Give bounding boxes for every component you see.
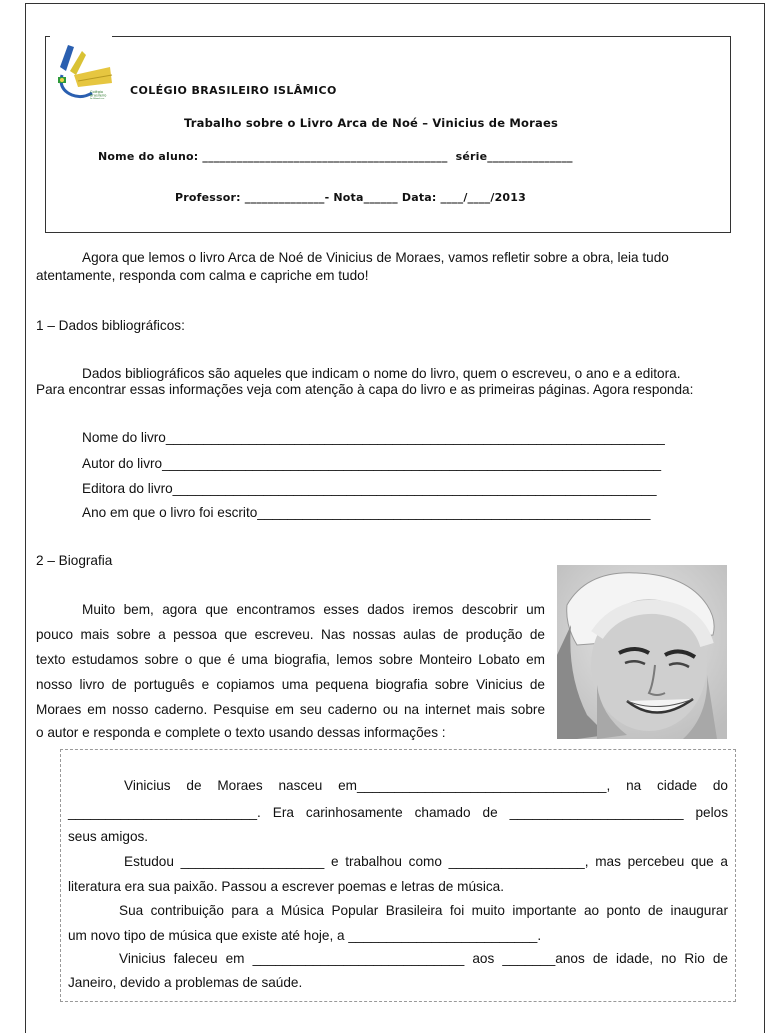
author-portrait-photo — [557, 565, 727, 739]
student-name-line: Nome do aluno: ___________________________________________ série_______________ — [98, 150, 573, 163]
intro-line-1: Agora que lemos o livro Arca de Noé de Vinicius de Moraes, vamos refletir sobre a obra, leia tudo — [82, 250, 669, 265]
bio-paragraph-line-6: o autor e responda e complete o texto usando dessas informações : — [36, 725, 446, 740]
fill-line-1: Vinicius de Moraes nasceu em_________________________________, na cidade do — [124, 778, 728, 793]
logo-text-2: Brasileiro — [90, 93, 107, 98]
intro-line-2: atentamente, responda com calma e capriche em tudo! — [36, 268, 369, 283]
fill-line-3: seus amigos. — [68, 829, 149, 844]
fill-line-7: um novo tipo de música que existe até hoje, a _________________________. — [68, 928, 542, 943]
section-1-paragraph-line-1: Dados bibliográficos são aqueles que indicam o nome do livro, quem o escreveu, o ano e a editora. — [82, 366, 681, 381]
field-book-name: Nome do livro__________________________________________________________________ — [82, 430, 665, 445]
bio-paragraph-line-2: pouco mais sobre a pessoa que escreveu. Nas nossas aulas de produção de — [36, 627, 545, 642]
field-book-author: Autor do livro__________________________________________________________________ — [82, 456, 662, 471]
document-title: Trabalho sobre o Livro Arca de Noé – Vinicius de Moraes — [184, 116, 559, 130]
section-1-paragraph-line-2: Para encontrar essas informações veja com atenção à capa do livro e as primeiras páginas. Agora responda: — [36, 382, 694, 397]
school-logo — [52, 37, 116, 99]
logo-text-3: Islâmico — [90, 97, 105, 99]
teacher-grade-date-line: Professor: ______________- Nota______ Data: ____/____/2013 — [175, 191, 526, 204]
fill-line-8: Vinicius faleceu em ____________________________ aos _______anos de idade, no Rio de — [119, 951, 728, 966]
section-1-heading: 1 – Dados bibliográficos: — [36, 318, 185, 333]
bio-paragraph-line-1: Muito bem, agora que encontramos esses dados iremos descobrir um — [82, 602, 545, 617]
logo-text-1: Colégio — [90, 90, 104, 94]
field-book-publisher: Editora do livro________________________________________________________________ — [82, 481, 657, 496]
school-name: COLÉGIO BRASILEIRO ISLÂMICO — [130, 84, 337, 97]
bio-paragraph-line-4: nosso livro de português e copiamos uma pequena biografia sobre Vinicius de — [36, 677, 545, 692]
fill-line-9: Janeiro, devido a problemas de saúde. — [68, 975, 303, 990]
fill-line-2: _________________________. Era carinhosamente chamado de _______________________ pelos — [68, 805, 728, 820]
bio-paragraph-line-5: Moraes em nosso caderno. Pesquise em seu caderno ou na internet mais sobre — [36, 702, 545, 717]
fill-line-6: Sua contribuição para a Música Popular Brasileira foi muito importante ao ponto de inaugurar — [119, 903, 728, 918]
fill-line-4: Estudou ___________________ e trabalhou como __________________, mas percebeu que a — [124, 854, 728, 869]
section-2-heading: 2 – Biografia — [36, 553, 113, 568]
field-book-year: Ano em que o livro foi escrito____________________________________________________ — [82, 505, 651, 520]
bio-paragraph-line-3: texto estudamos sobre o que é uma biografia, lemos sobre Monteiro Lobato em — [36, 652, 545, 667]
fill-line-5: literatura era sua paixão. Passou a escrever poemas e letras de música. — [68, 879, 504, 894]
